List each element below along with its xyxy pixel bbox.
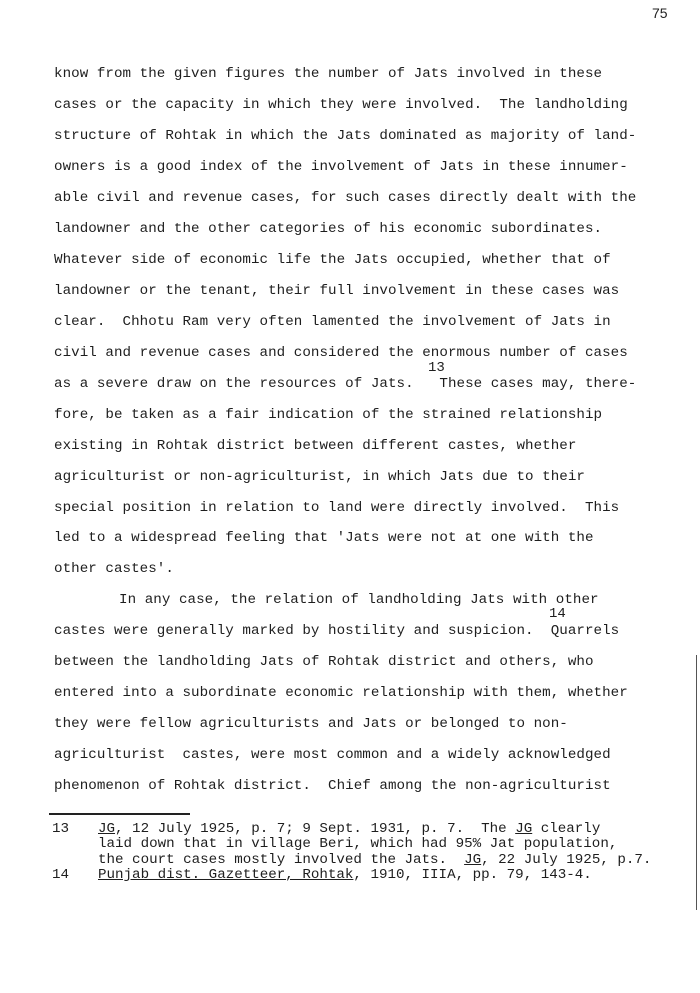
footnote-ref-13: 13	[428, 360, 445, 376]
body-line: agriculturist castes, were most common and a widely acknowledged	[54, 747, 611, 763]
body-line: other castes'.	[54, 561, 174, 577]
body-line: as a severe draw on the resources of Jats. These cases may, there-	[54, 376, 637, 392]
body-line: landowner and the other categories of his economic subordinates.	[54, 221, 603, 237]
body-line: know from the given figures the number of Jats involved in these	[54, 66, 603, 82]
body-line: phenomenon of Rohtak district. Chief among the non-agriculturist	[54, 778, 611, 794]
body-line: structure of Rohtak in which the Jats dominated as majority of land-	[54, 128, 637, 144]
body-line: castes were generally marked by hostility and suspicion. Quarrels	[54, 623, 620, 639]
body-line: fore, be taken as a fair indication of the strained relationship	[54, 407, 603, 423]
footnote-number: 13	[52, 821, 70, 837]
body-line: cases or the capacity in which they were involved. The landholding	[54, 97, 628, 113]
body-line: entered into a subordinate economic relationship with them, whether	[54, 685, 628, 701]
body-line: between the landholding Jats of Rohtak district and others, who	[54, 654, 594, 670]
body-line: led to a widespread feeling that 'Jats were not at one with the	[54, 530, 594, 546]
body-line: landowner or the tenant, their full involvement in these cases was	[54, 283, 620, 299]
journal-abbrev: JG	[515, 821, 533, 837]
body-line: clear. Chhotu Ram very often lamented the involvement of Jats in	[54, 314, 611, 330]
body-line: Whatever side of economic life the Jats occupied, whether that of	[54, 252, 611, 268]
footnote-14-line-1: Punjab dist. Gazetteer, Rohtak, 1910, IIIA, pp. 79, 143-4.	[98, 867, 592, 883]
body-line: able civil and revenue cases, for such cases directly dealt with the	[54, 190, 637, 206]
body-line-paragraph-start: In any case, the relation of landholding Jats with other	[119, 592, 599, 608]
body-line: existing in Rohtak district between different castes, whether	[54, 438, 577, 454]
footnote-separator	[49, 813, 190, 815]
footnote-13-line-2: laid down that in village Beri, which had 95% Jat population,	[98, 836, 618, 852]
body-line: civil and revenue cases and considered the enormous number of cases	[54, 345, 628, 361]
journal-abbrev: JG	[464, 852, 482, 868]
body-line: owners is a good index of the involvement of Jats in these innumer-	[54, 159, 628, 175]
footnote-13-line-3: the court cases mostly involved the Jats. JG, 22 July 1925, p.7.	[98, 852, 652, 868]
footnote-13-line-1: JG, 12 July 1925, p. 7; 9 Sept. 1931, p. 7. The JG clearly	[98, 821, 601, 837]
source-title: Punjab dist. Gazetteer, Rohtak	[98, 867, 354, 883]
page-number: 75	[652, 5, 668, 21]
footnote-number: 14	[52, 867, 70, 883]
footnote-ref-14: 14	[549, 606, 566, 622]
body-line: special position in relation to land were directly involved. This	[54, 500, 620, 516]
body-line: agriculturist or non-agriculturist, in which Jats due to their	[54, 469, 585, 485]
scan-margin-edge	[696, 655, 697, 910]
body-line: they were fellow agriculturists and Jats or belonged to non-	[54, 716, 568, 732]
journal-abbrev: JG	[98, 821, 116, 837]
